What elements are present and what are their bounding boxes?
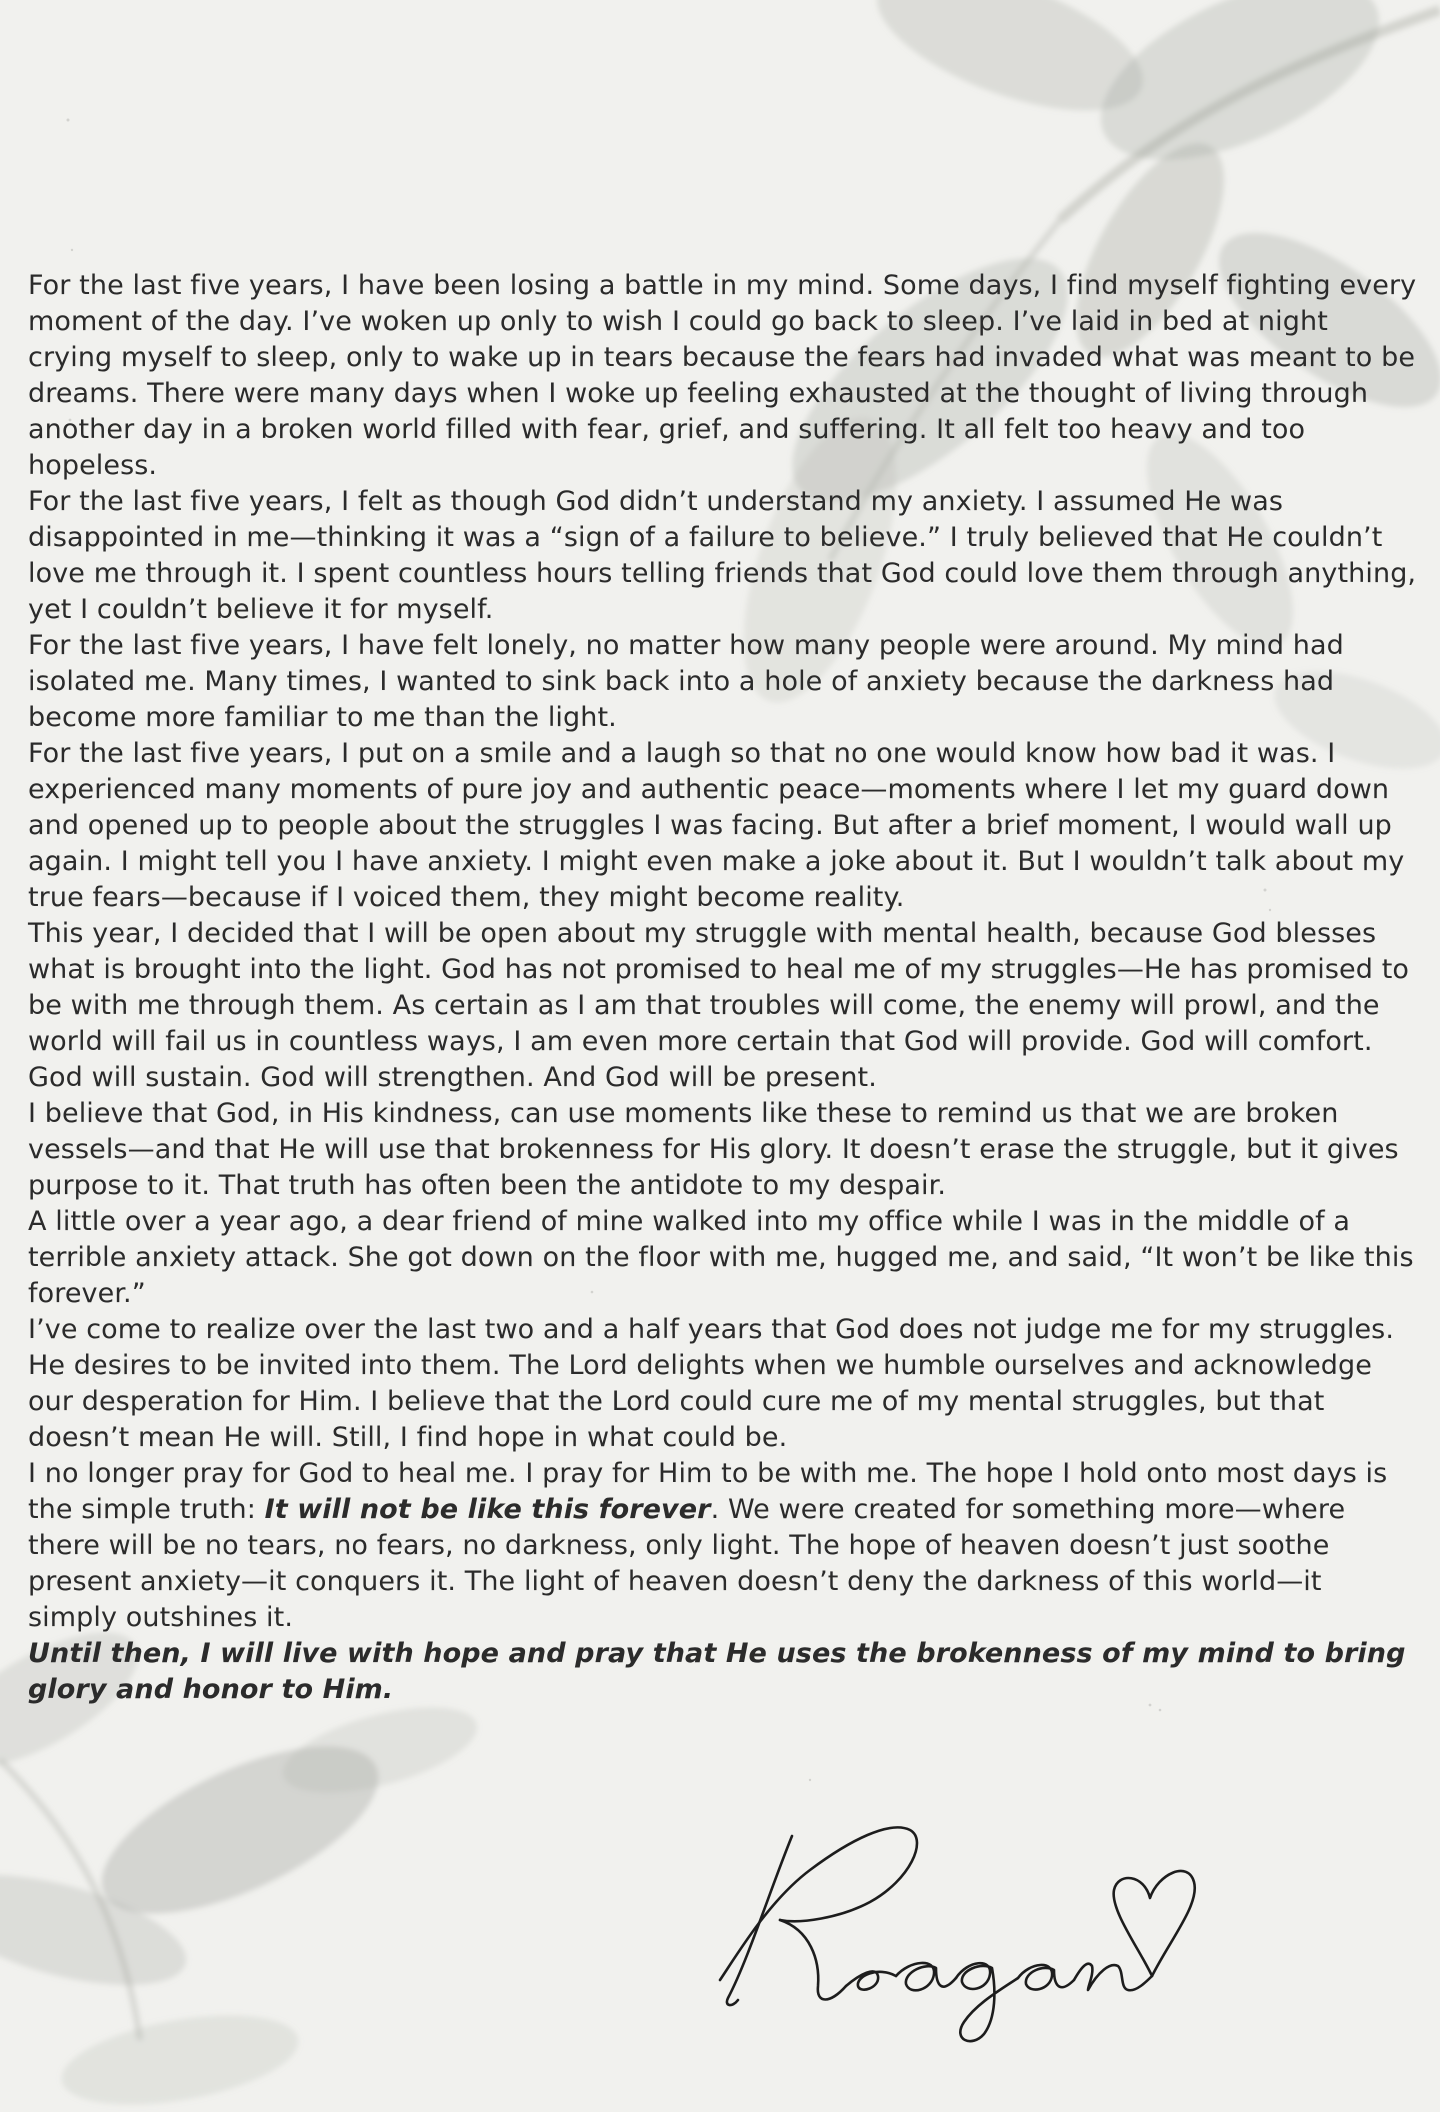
- letter-paragraph: This year, I decided that I will be open about my struggle with mental health, because God blesses what is brought into the light. God has not promised to heal me of my struggles—He has promised to be with me through them. As certain as I am that troubles will come, the enemy will prowl, and the world will fail us in countless ways, I am even more certain that God will provide. God will comfort. God will sustain. God will strengthen. And God will be present.: [28, 918, 1409, 1093]
- closing-statement: Until then, I will live with hope and pray that He uses the brokenness of my mind to bring glory and honor to Him.: [28, 1638, 1406, 1705]
- hope-emphasis: It will not be like this forever: [264, 1494, 711, 1525]
- hope-text-before: I no longer pray for God to heal me. I pray for Him to be with me. The hope I hold onto most days is the simple truth:: [28, 1458, 1388, 1525]
- letter-paragraph: I believe that God, in His kindness, can use moments like these to remind us that we are broken vessels—and that He will use that brokenness for His glory. It doesn’t erase the struggle, but it gives purpose to it. That truth has often been the antidote to my despair.: [28, 1098, 1399, 1201]
- letter-paragraph: I’ve come to realize over the last two and a half years that God does not judge me for my struggles. He desires to be invited into them. The Lord delights when we humble ourselves and acknowledge our desperation for Him. I believe that the Lord could cure me of my mental struggles, but that doesn’t mean He will. Still, I find hope in what could be.: [28, 1314, 1395, 1453]
- signature: [700, 1790, 1220, 2050]
- hope-paragraph: [28, 1456, 1418, 1636]
- letter-paragraph: For the last five years, I felt as though God didn’t understand my anxiety. I assumed He was disappointed in me—thinking it was a “sign of a failure to believe.” I truly believed that He couldn’t love me through it. I spent countless hours telling friends that God could love them through anything, yet I couldn’t believe it for myself.: [28, 486, 1417, 625]
- letter-paragraph: For the last five years, I have been losing a battle in my mind. Some days, I find myself fighting every moment of the day. I’ve woken up only to wish I could go back to sleep. I’ve laid in bed at night crying myself to sleep, only to wake up in tears because the fears had invaded what was meant to be dreams. There were many days when I woke up feeling exhausted at the thought of living through another day in a broken world filled with fear, grief, and suffering. It all felt too heavy and too hopeless.: [28, 270, 1417, 481]
- hope-text-after: . We were created for something more—where there will be no tears, no fears, no darkness, only light. The hope of heaven doesn’t just soothe present anxiety—it conquers it. The light of heaven doesn’t deny the darkness of this world—it simply outshines it.: [28, 1494, 1346, 1633]
- letter-paragraph: For the last five years, I put on a smile and a laugh so that no one would know how bad it was. I experienced many moments of pure joy and authentic peace—moments where I let my guard down and opened up to people about the struggles I was facing. But after a brief moment, I would wall up again. I might tell you I have anxiety. I might even make a joke about it. But I wouldn’t talk about my true fears—because if I voiced them, they might become reality.: [28, 738, 1405, 913]
- letter-body: [28, 268, 1418, 1708]
- letter-paragraph: A little over a year ago, a dear friend of mine walked into my office while I was in the middle of a terrible anxiety attack. She got down on the floor with me, hugged me, and said, “It won’t be like this forever.”: [28, 1206, 1414, 1309]
- letter-paragraph: For the last five years, I have felt lonely, no matter how many people were around. My mind had isolated me. Many times, I wanted to sink back into a hole of anxiety because the darkness had become more familiar to me than the light.: [28, 630, 1344, 733]
